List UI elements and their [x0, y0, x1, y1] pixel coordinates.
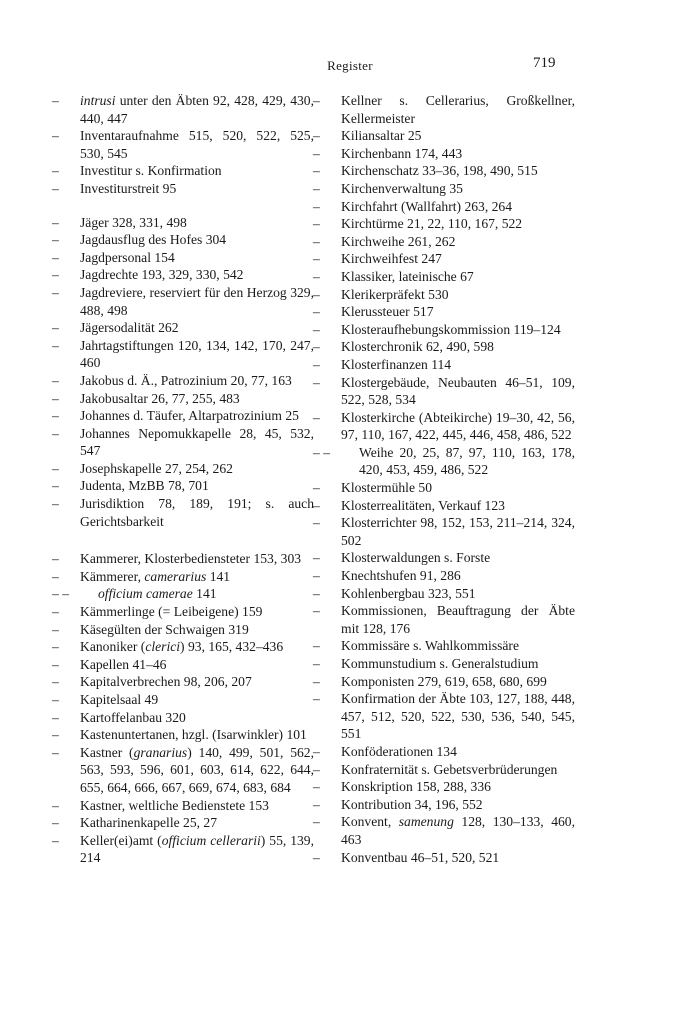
index-entry: [313, 514, 575, 549]
entry-segment: 141: [206, 568, 231, 584]
index-entry: [52, 550, 314, 568]
index-column-right: [313, 92, 575, 866]
index-entry: [52, 162, 314, 180]
entry-text: [80, 603, 314, 621]
index-entry: [313, 127, 575, 145]
index-entry: [313, 268, 575, 286]
entry-dash: –: [313, 849, 320, 865]
index-entry: [313, 743, 575, 761]
entry-segment: Jagdausflug des Hofes 304: [80, 232, 227, 248]
entry-dash: –: [52, 163, 59, 179]
page-number: 719: [533, 55, 556, 71]
entry-dash: –: [313, 163, 320, 179]
index-entry: [313, 409, 575, 444]
entry-dash: –: [313, 691, 320, 707]
entry-text: [341, 250, 575, 268]
entry-text: [80, 814, 314, 832]
entry-italic-term: officium camerae: [98, 586, 193, 602]
entry-dash: –: [313, 568, 320, 584]
entry-segment: Kastner (: [80, 744, 134, 760]
index-column-left: [52, 92, 314, 867]
entry-dash: –: [52, 551, 59, 567]
entry-segment: Kirchenverwaltung 35: [341, 180, 463, 196]
entry-segment: Kartoffelanbau 320: [80, 709, 186, 725]
entry-dash: –: [52, 267, 59, 283]
entry-dash: –: [52, 797, 59, 813]
index-entry: [52, 460, 314, 478]
entry-dash: – –: [52, 586, 69, 602]
entry-dash: –: [52, 496, 59, 512]
entry-italic-term: camerarius: [144, 568, 207, 584]
index-entry: [52, 180, 314, 198]
entry-segment: Kellner s. Cellerarius, Großkellner, Kellermeister: [341, 93, 575, 126]
entry-segment: Jäger 328, 331, 498: [80, 214, 187, 230]
entry-segment: Klosterrealitäten, Verkauf 123: [341, 497, 505, 513]
entry-segment: Kämmerer,: [80, 568, 145, 584]
index-entry: [52, 585, 314, 603]
entry-segment: Konvent,: [341, 814, 399, 830]
entry-text: [341, 637, 575, 655]
entry-dash: –: [52, 284, 59, 300]
index-entry: [52, 621, 314, 639]
entry-segment: Klostergebäude, Neubauten 46–51, 109, 522, 528, 534: [341, 374, 575, 408]
entry-text: [80, 249, 314, 267]
entry-segment: Kapellen 41–46: [80, 656, 167, 672]
entry-text: [341, 849, 575, 867]
entry-dash: –: [52, 815, 59, 831]
index-entry: [313, 444, 575, 479]
entry-text: [341, 92, 575, 127]
entry-dash: –: [313, 656, 320, 671]
entry-dash: –: [52, 390, 59, 406]
entry-segment: Jakobus d. Ä., Patrozinium 20, 77, 163: [80, 372, 292, 388]
entry-segment: Investiturstreit 95: [80, 180, 177, 196]
entry-segment: Jagdreviere, reserviert für den Herzog 329, 488, 498: [80, 284, 314, 318]
index-entry: [52, 568, 314, 586]
entry-dash: –: [313, 761, 320, 777]
entry-dash: –: [52, 320, 59, 336]
index-entry: [52, 709, 314, 727]
entry-text: [80, 407, 314, 425]
entry-dash: –: [313, 286, 320, 302]
index-entry: [52, 673, 314, 691]
entry-text: [80, 832, 314, 867]
entry-text: [341, 162, 575, 180]
index-entry: [52, 266, 314, 284]
entry-text: [341, 673, 575, 691]
entry-text: [80, 390, 314, 408]
entry-text: [80, 425, 314, 460]
entry-dash: –: [52, 639, 59, 655]
index-entry: [52, 726, 314, 744]
entry-text: [341, 145, 575, 163]
entry-dash: –: [313, 339, 320, 355]
index-entry: [52, 425, 314, 460]
entry-segment: Kirchweihe 261, 262: [341, 233, 456, 249]
entry-segment: Kohlenbergbau 323, 551: [341, 585, 476, 601]
entry-segment: Klosterwaldungen s. Forste: [341, 550, 491, 566]
entry-text: [80, 568, 314, 586]
entry-segment: Investitur s. Konfirmation: [80, 163, 222, 179]
index-entry: [313, 92, 575, 127]
entry-dash: –: [313, 409, 320, 425]
entry-segment: Kirchenbann 174, 443: [341, 145, 463, 161]
entry-segment: Kommissäre s. Wahlkommissäre: [341, 638, 519, 654]
index-entry: [313, 374, 575, 409]
entry-dash: –: [52, 93, 59, 108]
index-entry: [52, 372, 314, 390]
entry-segment: Jahrtagstiftungen 120, 134, 142, 170, 247, 460: [80, 337, 314, 371]
entry-text: [80, 656, 314, 674]
entry-segment: ) 140, 499, 501, 562, 563, 593, 596, 601, 603, 614, 622, 644, 655, 664, 666, 667, 669, 674, 683, 684: [80, 744, 314, 795]
entry-segment: Konföderationen 134: [341, 743, 457, 759]
entry-segment: Klosterkirche (Abteikirche) 19–30, 42, 56, 97, 110, 167, 422, 445, 446, 458, 486, 522: [341, 409, 575, 443]
entry-text: [341, 585, 575, 603]
entry-dash: –: [313, 216, 320, 232]
index-entry: [313, 761, 575, 779]
entry-segment: Kirchweihfest 247: [341, 251, 442, 267]
index-entry: [313, 549, 575, 567]
entry-dash: –: [52, 337, 59, 353]
entry-dash: –: [313, 796, 320, 812]
entry-segment: Josephskapelle 27, 254, 262: [80, 460, 233, 476]
entry-text: [80, 337, 314, 372]
entry-text: [341, 655, 575, 673]
entry-text: [80, 550, 314, 568]
entry-segment: Konventbau 46–51, 520, 521: [341, 849, 500, 865]
index-entry: [52, 603, 314, 621]
entry-dash: –: [52, 604, 59, 620]
entry-text: [80, 673, 314, 691]
index-entry: [313, 567, 575, 585]
entry-text: [80, 319, 314, 337]
index-entry: [313, 233, 575, 251]
entry-text: [341, 198, 575, 216]
entry-text: [80, 585, 314, 603]
entry-dash: –: [52, 460, 59, 476]
entry-segment: Kanoniker (: [80, 639, 146, 655]
entry-dash: –: [313, 743, 320, 759]
entry-text: [80, 691, 314, 709]
index-entry: [52, 477, 314, 495]
entry-italic-term: samenung: [398, 814, 454, 830]
index-entry: [313, 778, 575, 796]
index-entry: [313, 356, 575, 374]
entry-segment: Inventaraufnahme 515, 520, 522, 525, 530, 545: [80, 128, 314, 161]
index-entry: [52, 127, 314, 162]
entry-segment: Kirchfahrt (Wallfahrt) 263, 264: [341, 198, 513, 214]
entry-text: [341, 215, 575, 233]
index-entry: [52, 284, 314, 319]
entry-text: [341, 567, 575, 585]
entry-segment: Käsegülten der Schwaigen 319: [80, 621, 249, 637]
entry-text: [80, 495, 314, 530]
entry-dash: –: [313, 374, 320, 390]
entry-dash: –: [52, 128, 59, 144]
entry-dash: –: [313, 93, 320, 108]
index-entry: [313, 796, 575, 814]
entry-dash: –: [313, 180, 320, 196]
entry-dash: –: [313, 251, 320, 267]
entry-segment: Klassiker, lateinische 67: [341, 268, 474, 284]
entry-text: [80, 92, 314, 127]
entry-segment: Klosterrichter 98, 152, 153, 211–214, 324, 502: [341, 515, 575, 548]
entry-dash: –: [52, 568, 59, 584]
entry-segment: Kastenuntertanen, hzgl. (Isarwinkler) 101: [80, 727, 307, 743]
entry-text: [341, 321, 575, 339]
entry-text: [341, 303, 575, 321]
entry-segment: ) 93, 165, 432–436: [180, 639, 284, 655]
entry-segment: Johannes Nepomukkapelle 28, 45, 532, 547: [80, 425, 314, 459]
entry-text: [80, 180, 314, 198]
entry-text: [341, 690, 575, 743]
entry-segment: Jurisdiktion 78, 189, 191; s. auch Gerichtsbarkeit: [80, 496, 314, 529]
index-entry: [52, 390, 314, 408]
index-entry: [313, 655, 575, 673]
entry-dash: –: [313, 497, 320, 513]
entry-segment: Klerussteuer 517: [341, 304, 434, 320]
entry-text: [341, 514, 575, 549]
entry-dash: –: [313, 480, 320, 496]
entry-segment: Kapitelsaal 49: [80, 692, 159, 707]
index-entry: [52, 92, 314, 127]
entry-segment: Kirchenschatz 33–36, 198, 490, 515: [341, 163, 538, 179]
index-entry: [52, 214, 314, 232]
index-entry: [52, 638, 314, 656]
entry-text: [80, 162, 314, 180]
entry-text: [341, 268, 575, 286]
entry-text: [341, 796, 575, 814]
index-entry: [313, 145, 575, 163]
index-entry: [313, 637, 575, 655]
entry-dash: –: [52, 727, 59, 743]
entry-segment: Kommunstudium s. Generalstudium: [341, 656, 539, 671]
entry-dash: –: [52, 674, 59, 690]
entry-dash: –: [313, 638, 320, 654]
entry-text: [341, 233, 575, 251]
entry-segment: Konfirmation der Äbte 103, 127, 188, 448, 457, 512, 520, 522, 530, 536, 540, 545, 551: [341, 691, 575, 742]
index-entry: [313, 585, 575, 603]
index-entry: [313, 215, 575, 233]
entry-segment: Klosterfinanzen 114: [341, 356, 452, 372]
entry-segment: Katharinenkapelle 25, 27: [80, 815, 218, 831]
entry-segment: Kirchtürme 21, 22, 110, 167, 522: [341, 216, 523, 232]
entry-segment: Jagdpersonal 154: [80, 249, 175, 265]
entry-italic-term: intrusi: [80, 93, 116, 108]
entry-dash: –: [313, 198, 320, 214]
index-entry: [313, 479, 575, 497]
index-entry: [313, 321, 575, 339]
entry-segment: Knechtshufen 91, 286: [341, 568, 461, 584]
entry-text: [341, 778, 575, 796]
index-entry: [52, 744, 314, 797]
entry-dash: –: [313, 779, 320, 795]
entry-dash: –: [52, 372, 59, 388]
entry-dash: –: [313, 356, 320, 372]
entry-text: [80, 372, 314, 390]
entry-text: [341, 286, 575, 304]
index-entry: [52, 691, 314, 709]
entry-segment: Weihe 20, 25, 87, 97, 110, 163, 178, 420, 453, 459, 486, 522: [359, 444, 575, 478]
index-entry: [313, 813, 575, 848]
index-entry: [52, 337, 314, 372]
entry-dash: –: [52, 408, 59, 424]
entry-text: [80, 797, 314, 815]
entry-text: [80, 744, 314, 797]
entry-segment: Johannes d. Täufer, Altarpatrozinium 25: [80, 408, 299, 424]
entry-dash: –: [313, 145, 320, 161]
entry-dash: –: [52, 478, 59, 494]
entry-segment: Kapitalverbrechen 98, 206, 207: [80, 674, 252, 690]
index-entry: [52, 249, 314, 267]
entry-text: [341, 743, 575, 761]
entry-segment: Komponisten 279, 619, 658, 680, 699: [341, 673, 547, 689]
entry-segment: Judenta, MzBB 78, 701: [80, 478, 209, 494]
entry-dash: –: [313, 515, 320, 531]
entry-text: [80, 214, 314, 232]
entry-segment: Jägersodalität 262: [80, 320, 179, 336]
entry-dash: –: [52, 232, 59, 248]
index-entry: [52, 495, 314, 530]
entry-dash: –: [313, 603, 320, 619]
entry-text: [80, 266, 314, 284]
entry-text: [80, 460, 314, 478]
entry-dash: –: [52, 832, 59, 848]
index-entry: [313, 338, 575, 356]
entry-text: [341, 479, 575, 497]
entry-segment: Kontribution 34, 196, 552: [341, 796, 483, 812]
entry-dash: –: [313, 304, 320, 320]
entry-dash: –: [313, 233, 320, 249]
entry-segment: Jakobusaltar 26, 77, 255, 483: [80, 390, 240, 406]
index-entry: [52, 319, 314, 337]
entry-segment: Konskription 158, 288, 336: [341, 779, 491, 795]
entry-dash: –: [313, 321, 320, 337]
index-entry: [313, 673, 575, 691]
entry-dash: –: [52, 180, 59, 196]
index-entry: [313, 690, 575, 743]
entry-segment: Klosteraufhebungskommission 119–124: [341, 321, 561, 337]
index-entry: [52, 407, 314, 425]
entry-segment: Klosterchronik 62, 490, 598: [341, 339, 494, 355]
entry-dash: –: [52, 425, 59, 441]
entry-segment: Keller(ei)amt (: [80, 832, 162, 848]
entry-dash: – –: [313, 444, 330, 460]
entry-text: [341, 127, 575, 145]
entry-dash: –: [52, 621, 59, 637]
entry-text: [341, 374, 575, 409]
index-entry: [52, 814, 314, 832]
index-entry: [313, 162, 575, 180]
entry-dash: –: [313, 268, 320, 284]
running-head: Register: [327, 58, 373, 73]
entry-segment: Kiliansaltar 25: [341, 128, 422, 144]
entry-segment: ) 55, 139, 214: [80, 832, 315, 866]
entry-dash: –: [313, 585, 320, 601]
entry-segment: Kommissionen, Beauftragung der Äbte mit 128, 176: [341, 603, 575, 636]
entry-text: [341, 409, 575, 444]
entry-dash: –: [52, 214, 59, 230]
entry-text: [341, 549, 575, 567]
entry-dash: –: [313, 673, 320, 689]
entry-text: [80, 231, 314, 249]
entry-segment: Klerikerpräfekt 530: [341, 286, 449, 302]
entry-text: [341, 356, 575, 374]
index-entry: [52, 797, 314, 815]
entry-text: [80, 127, 314, 162]
entry-segment: 141: [192, 586, 217, 602]
entry-dash: –: [52, 656, 59, 672]
entry-segment: Konfraternität s. Gebetsverbrüderungen: [341, 761, 558, 777]
entry-text: [341, 813, 575, 848]
entry-text: [341, 180, 575, 198]
index-entry: [313, 849, 575, 867]
entry-dash: –: [52, 744, 59, 760]
entry-italic-term: granarius: [133, 744, 188, 760]
index-entry: [52, 832, 314, 867]
entry-italic-term: clerici: [145, 639, 181, 655]
entry-italic-term: officium cellerarii: [161, 832, 261, 848]
entry-text: [341, 602, 575, 637]
index-entry: [313, 250, 575, 268]
entry-dash: –: [52, 249, 59, 265]
entry-segment: 128, 130–133, 460, 463: [341, 814, 575, 847]
entry-text: [80, 621, 314, 639]
entry-text: [341, 497, 575, 515]
entry-text: [80, 477, 314, 495]
index-entry: [313, 497, 575, 515]
entry-dash: –: [313, 128, 320, 144]
entry-text: [80, 726, 314, 744]
index-entry: [313, 602, 575, 637]
entry-text: [80, 638, 314, 656]
entry-segment: Kämmerlinge (= Leibeigene) 159: [80, 604, 263, 620]
index-entry: [52, 656, 314, 674]
index-entry: [52, 231, 314, 249]
entry-segment: Jagdrechte 193, 329, 330, 542: [80, 267, 244, 283]
entry-dash: –: [52, 709, 59, 725]
entry-text: [80, 709, 314, 727]
entry-text: [341, 761, 575, 779]
index-entry: [313, 286, 575, 304]
entry-dash: –: [313, 814, 320, 830]
entry-text: [80, 284, 314, 319]
entry-dash: –: [52, 692, 59, 707]
entry-segment: unter den Äbten 92, 428, 429, 430, 440, 447: [80, 93, 314, 126]
entry-dash: –: [313, 550, 320, 566]
entry-segment: Kammerer, Klosterbediensteter 153, 303: [80, 551, 302, 567]
index-entry: [313, 180, 575, 198]
entry-segment: Kastner, weltliche Bedienstete 153: [80, 797, 269, 813]
index-entry: [313, 198, 575, 216]
entry-segment: Klostermühle 50: [341, 480, 432, 496]
entry-text: [341, 444, 575, 479]
entry-text: [341, 338, 575, 356]
index-entry: [313, 303, 575, 321]
